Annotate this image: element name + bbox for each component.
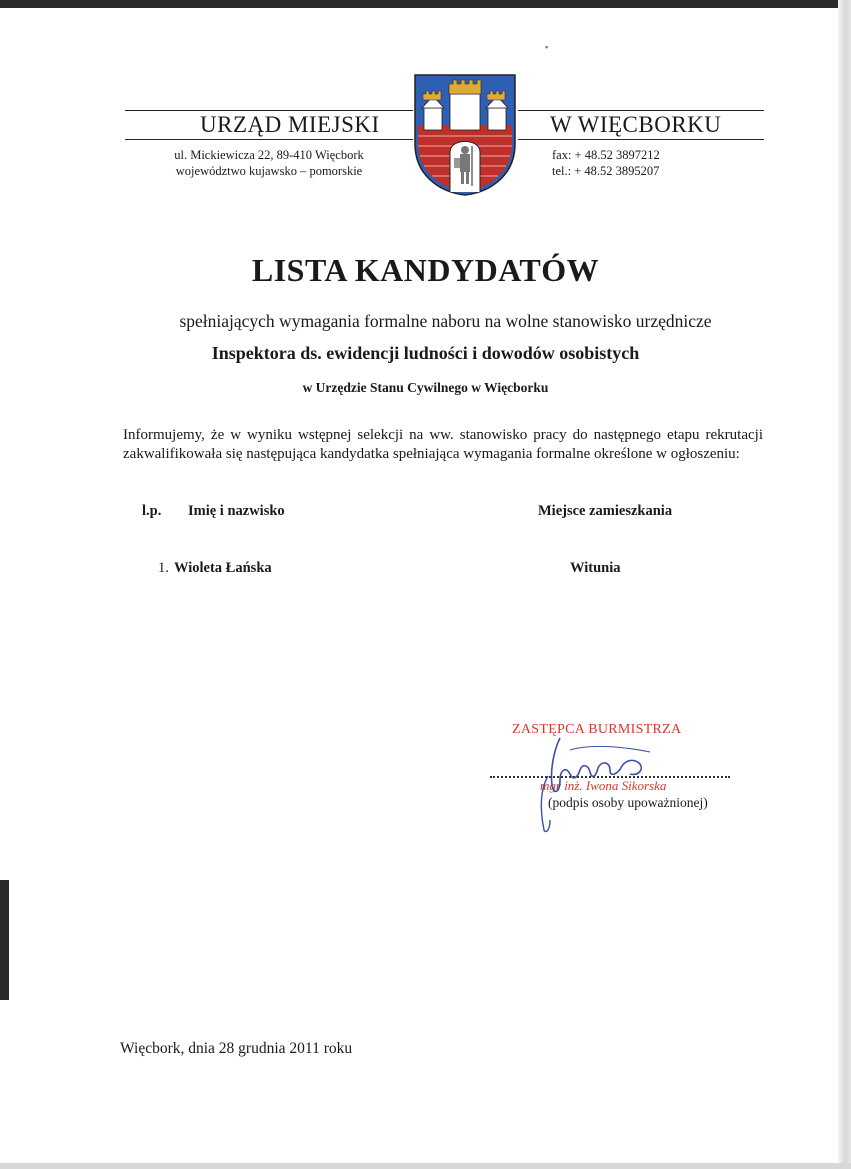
scan-edge-top: [0, 0, 851, 8]
letterhead-line-bottom-right: [518, 139, 764, 140]
office-address: [150, 147, 388, 179]
office-name-right: W WIĘCBORKU: [550, 112, 722, 137]
letterhead-line-top-right: [518, 110, 764, 111]
row-lp: 1.: [158, 560, 169, 576]
address-street: ul. Mickiewicza 22, 89-410 Więcbork: [174, 148, 364, 162]
stamp-role: ZASTĘPCA BURMISTRZA: [512, 722, 682, 737]
fax-number: fax: + 48.52 3897212: [552, 148, 660, 162]
row-candidate-name: Wioleta Łańska: [174, 560, 272, 576]
office-name-left: URZĄD MIEJSKI: [200, 112, 380, 137]
scan-edge-right: [838, 0, 851, 1169]
scan-edge-left: [0, 880, 9, 1000]
document-title: LISTA KANDYDATÓW: [251, 252, 600, 288]
office-contact: [552, 147, 660, 179]
scan-speck: ▪: [545, 42, 549, 52]
stamp-name: mgr inż. Iwona Sikorska: [540, 778, 667, 793]
header-place: Miejsce zamieszkania: [538, 503, 673, 519]
address-region: województwo kujawsko – pomorskie: [175, 164, 363, 178]
organisational-unit: w Urzędzie Stanu Cywilnego w Więcborku: [302, 380, 549, 395]
intro-paragraph: Informujemy, że w wyniku wstępnej selekcji na ww. stanowisko pracy do następnego etapu rekrutacji zakwalifikowała się następująca kandydatka spełniająca wymagania formalne określone w ogłoszeniu:: [123, 427, 763, 462]
tel-number: tel.: + 48.52 3895207: [552, 164, 660, 178]
coat-of-arms-icon: [414, 74, 516, 196]
header-name: Imię i nazwisko: [188, 503, 285, 519]
letterhead-line-bottom-left: [125, 139, 413, 140]
signature-caption: (podpis osoby upoważnionej): [548, 795, 708, 810]
document-subtitle: spełniających wymagania formalne naboru na wolne stanowisko urzędnicze: [179, 311, 712, 331]
letterhead-line-top-left: [125, 110, 413, 111]
handwritten-signature: [530, 730, 670, 835]
scan-edge-bottom: [0, 1163, 851, 1169]
row-candidate-place: Witunia: [570, 560, 621, 576]
place-and-date: Więcbork, dnia 28 grudnia 2011 roku: [120, 1040, 353, 1057]
position-name: Inspektora ds. ewidencji ludności i dowodów osobistych: [211, 343, 640, 363]
header-lp: l.p.: [142, 503, 162, 519]
